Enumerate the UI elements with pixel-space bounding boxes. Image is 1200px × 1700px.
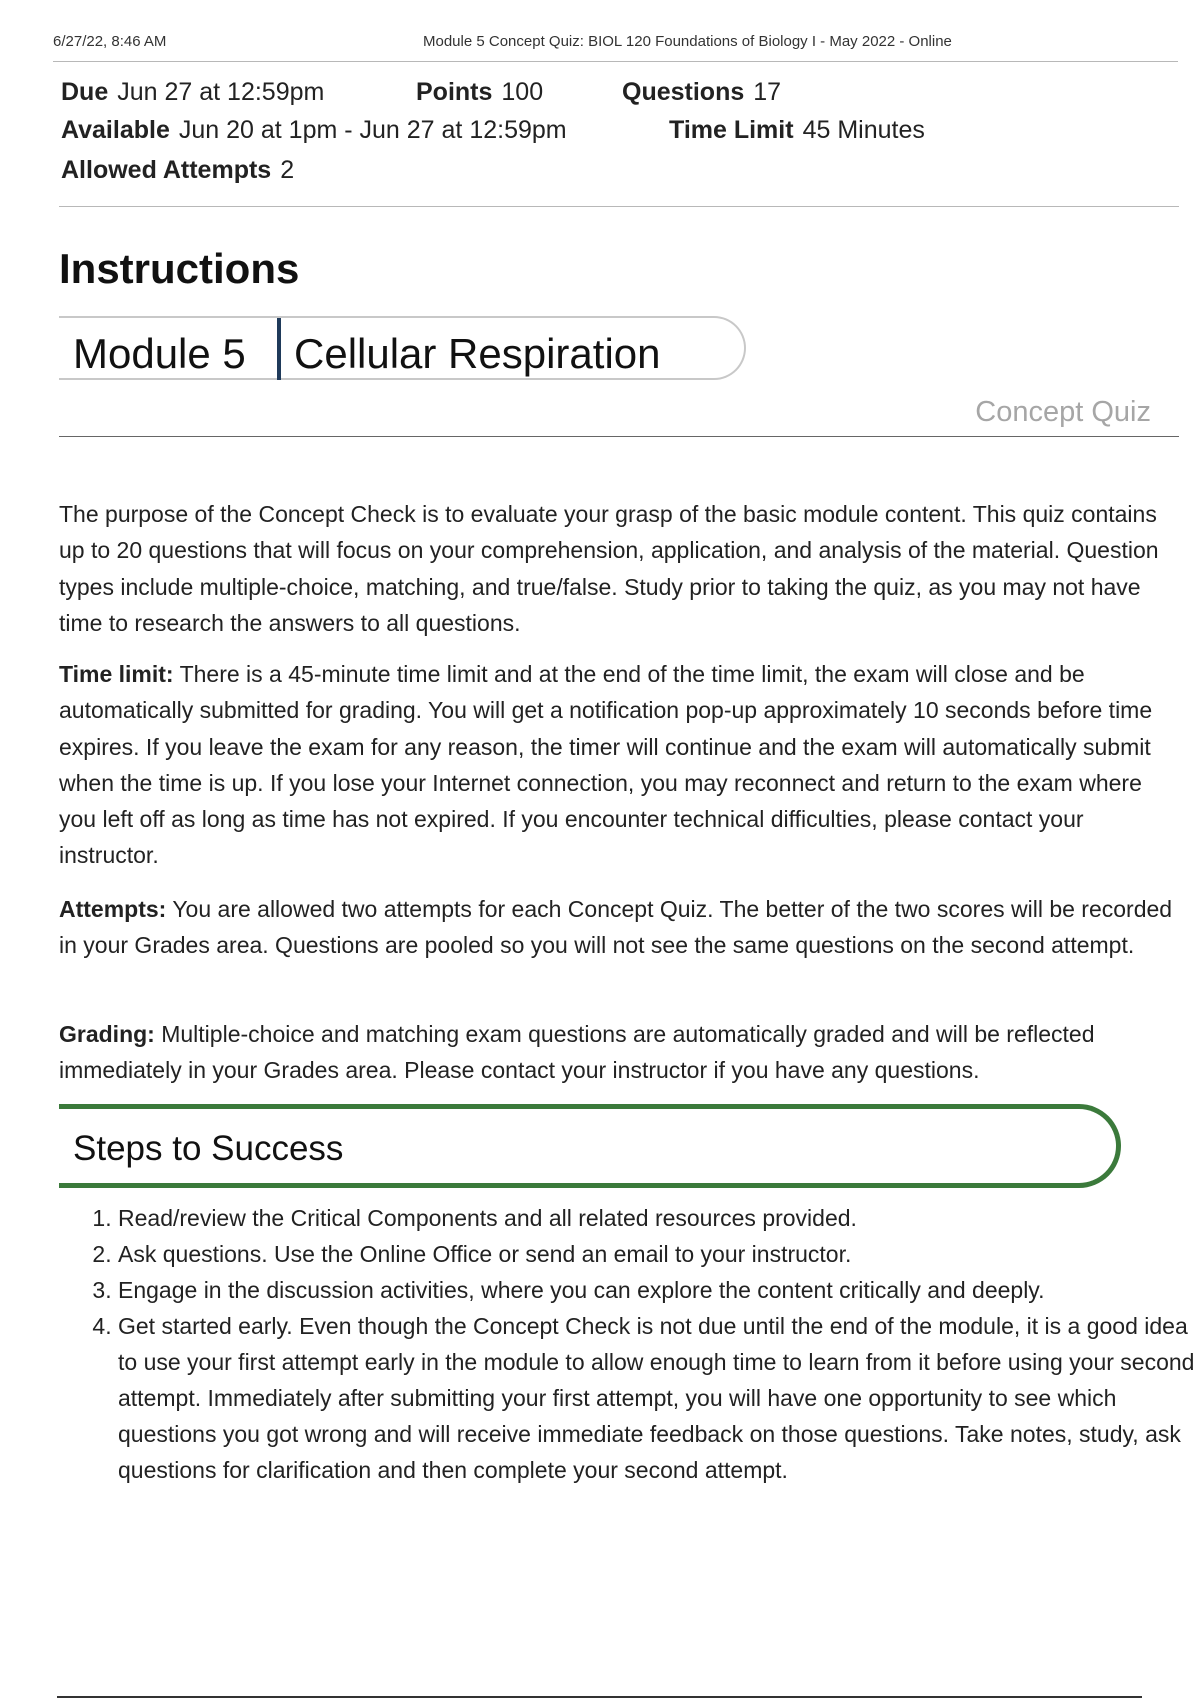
grading-heading: Grading: <box>59 1021 155 1047</box>
steps-list <box>90 1200 1200 1488</box>
points <box>416 78 543 107</box>
questions-count <box>622 78 781 107</box>
module-divider <box>277 318 281 380</box>
allowed-attempts <box>61 156 294 185</box>
print-header <box>53 31 1178 62</box>
questions-value: 17 <box>753 78 782 106</box>
print-page-title: Module 5 Concept Quiz: BIOL 120 Foundations of Biology I - May 2022 - Online <box>423 33 952 50</box>
quiz-type-rule <box>59 394 1179 437</box>
quiz-details <box>59 78 1179 207</box>
module-banner <box>59 316 746 380</box>
due-date <box>61 78 324 107</box>
points-label: Points <box>416 78 493 106</box>
time-limit-body: There is a 45-minute time limit and at the end of the time limit, the exam will close and be automatically submitted for grading. You will get a notification pop-up approximately 10 seconds before time expires. If you leave the exam for any reason, the timer will continue and the exam will automatically submit when the time is up. If you lose your Internet connection, you may reconnect and return to the exam where you left off as long as time has not expired. If you encounter technical difficulties, please contact your instructor. <box>59 661 1153 869</box>
step-item-3: 3. Engage in the discussion activities, where you can explore the content critically and deeply. <box>118 1272 1200 1308</box>
attempts-value: 2 <box>280 156 295 184</box>
attempts-label: Allowed Attempts <box>61 156 272 184</box>
quiz-type-label: Concept Quiz <box>975 396 1151 428</box>
attempts-body: You are allowed two attempts for each Concept Quiz. The better of the two scores will be recorded in your Grades area. Questions are pooled so you will not see the same questions on the second attempt. <box>59 896 1173 959</box>
steps-banner <box>59 1104 1121 1188</box>
grading-paragraph <box>59 1016 1184 1089</box>
print-date: 6/27/22, 8:46 AM <box>53 33 167 50</box>
available-label: Available <box>61 116 170 144</box>
intro-paragraph: The purpose of the Concept Check is to evaluate your grasp of the basic module content. This quiz contains up to 20 questions that will focus on your comprehension, application, and analysis of the material. Question types include multiple-choice, matching, and true/false. Study prior to taking the quiz, as you may not have time to research the answers to all questions. <box>59 501 1159 636</box>
time-limit-heading: Time limit: <box>59 661 174 687</box>
time-limit-label: Time Limit <box>669 116 794 144</box>
time-limit-paragraph <box>59 656 1184 874</box>
step-item-4: 4. Get started early. Even though the Concept Check is not due until the end of the module, it is a good idea to use your first attempt early in the module to allow enough time to learn from it before using your second attempt. Immediately after submitting your first attempt, you will have one opportunity to see which questions you got wrong and will receive immediate feedback on those questions. Take notes, study, ask questions for clarification and then complete your second attempt. <box>118 1308 1200 1488</box>
instructions-heading: Instructions <box>59 245 300 292</box>
points-value: 100 <box>501 78 544 106</box>
availability <box>61 116 567 145</box>
attempts-heading: Attempts: <box>59 896 167 922</box>
footer-rule <box>57 1696 1142 1698</box>
step-item-1: 1. Read/review the Critical Components and all related resources provided. <box>118 1200 1200 1236</box>
attempts-paragraph <box>59 891 1184 964</box>
due-value: Jun 27 at 12:59pm <box>117 78 325 106</box>
module-number: Module 5 <box>73 330 246 377</box>
step-item-2: 2. Ask questions. Use the Online Office or send an email to your instructor. <box>118 1236 1200 1272</box>
available-value: Jun 20 at 1pm - Jun 27 at 12:59pm <box>178 116 567 144</box>
time-limit-value: 45 Minutes <box>802 116 925 144</box>
steps-title: Steps to Success <box>73 1129 344 1168</box>
questions-label: Questions <box>622 78 745 106</box>
time-limit <box>669 116 925 145</box>
module-title: Cellular Respiration <box>294 330 661 377</box>
due-label: Due <box>61 78 109 106</box>
grading-body: Multiple-choice and matching exam questions are automatically graded and will be reflected immediately in your Grades area. Please contact your instructor if you have any questions. <box>59 1021 1095 1084</box>
